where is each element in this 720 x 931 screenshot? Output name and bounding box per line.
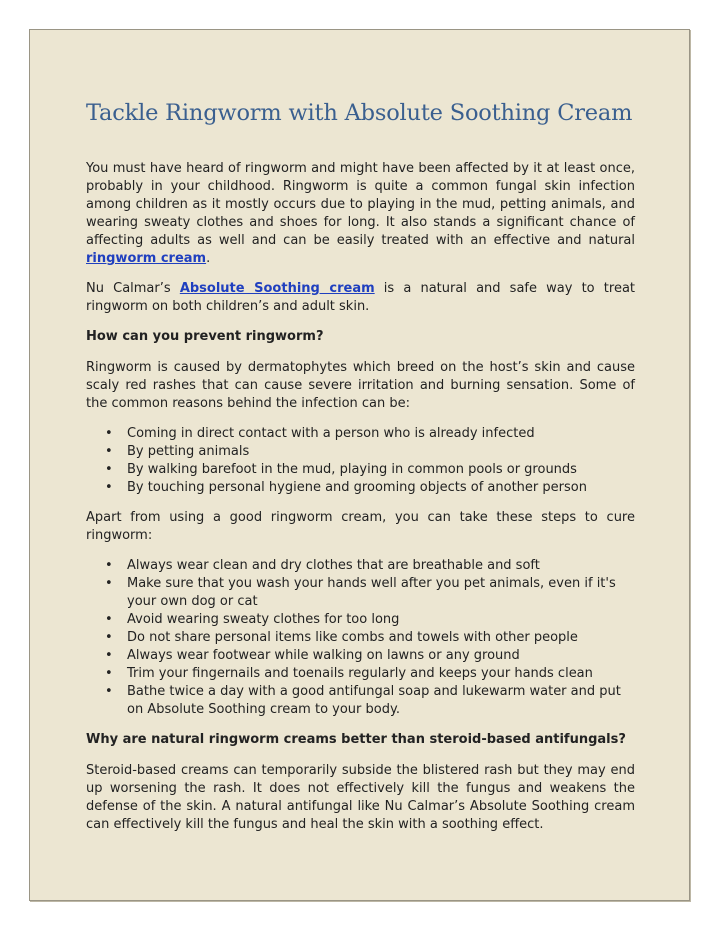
list-item: • Avoid wearing sweaty clothes for too long xyxy=(105,612,400,627)
product-text-after: is a natural and safe way to treat ringworm on both children’s and adult skin. xyxy=(86,281,636,314)
product-text-before: Nu Calmar’s xyxy=(86,281,180,296)
list-item: • Do not share personal items like combs and towels with other people xyxy=(105,630,578,645)
intro-end: . xyxy=(206,251,211,266)
list-item: • Coming in direct contact with a person who is already infected xyxy=(105,426,535,441)
list-item: • By petting animals xyxy=(105,444,250,459)
intro-text: You must have heard of ringworm and might have been affected by it at least once, probably in your childhood. Ringworm is quite a common fungal skin infection among children as it mostly occurs due to playing in the mud, petting animals, and wearing sweaty clothes and shoes for long. It also stands a significant chance of affecting adults as well and can be easily treated with an effective and natural xyxy=(86,161,635,248)
bullet-icon: • xyxy=(105,630,113,645)
ringworm-cream-link[interactable]: ringworm cream xyxy=(86,251,207,266)
bullet-icon: • xyxy=(105,480,113,495)
bullet-icon: • xyxy=(105,558,113,573)
causes-list xyxy=(86,425,635,497)
absolute-soothing-cream-link[interactable]: Absolute Soothing cream xyxy=(179,281,375,296)
bullet-icon: • xyxy=(105,576,113,591)
page-title: Tackle Ringworm with Absolute Soothing Cream xyxy=(86,100,633,126)
prevent-heading: How can you prevent ringworm? xyxy=(86,329,324,344)
bullet-icon: • xyxy=(105,648,113,663)
bullet-icon: • xyxy=(105,444,113,459)
list-item: • By walking barefoot in the mud, playing in common pools or grounds xyxy=(105,462,577,477)
causes-paragraph: Ringworm is caused by dermatophytes which breed on the host’s skin and cause scaly red rashes that can cause severe irritation and burning sensation. Some of the common reasons behind the infection can be: xyxy=(86,360,635,411)
intro-paragraph xyxy=(86,160,635,268)
natural-creams-heading: Why are natural ringworm creams better than steroid-based antifungals? xyxy=(86,732,626,747)
natural-creams-paragraph: Steroid-based creams can temporarily subside the blistered rash but they may end up worsening the rash. It does not effectively kill the fungus and weakens the defense of the skin. A natural antifungal like Nu Calmar’s Absolute Soothing cream can effectively kill the fungus and heal the skin with a soothing effect. xyxy=(86,763,635,832)
document-page xyxy=(29,29,690,901)
product-paragraph xyxy=(86,280,635,316)
list-item: • Always wear clean and dry clothes that are breathable and soft xyxy=(105,558,540,573)
list-item: • Trim your fingernails and toenails regularly and keeps your hands clean xyxy=(105,666,593,681)
bullet-icon: • xyxy=(105,426,113,441)
list-item: • By touching personal hygiene and grooming objects of another person xyxy=(105,480,587,495)
bullet-icon: • xyxy=(105,612,113,627)
list-item: • Always wear footwear while walking on lawns or any ground xyxy=(105,648,520,663)
document-content xyxy=(86,98,635,846)
list-item: • Make sure that you wash your hands well after you pet animals, even if it's your own dog or cat xyxy=(105,576,616,609)
steps-intro-paragraph: Apart from using a good ringworm cream, you can take these steps to cure ringworm: xyxy=(86,510,635,543)
list-item: • Bathe twice a day with a good antifungal soap and lukewarm water and put on Absolute Soothing cream to your body. xyxy=(105,684,621,717)
bullet-icon: • xyxy=(105,462,113,477)
steps-list xyxy=(86,557,635,719)
bullet-icon: • xyxy=(105,666,113,681)
bullet-icon: • xyxy=(105,684,113,699)
